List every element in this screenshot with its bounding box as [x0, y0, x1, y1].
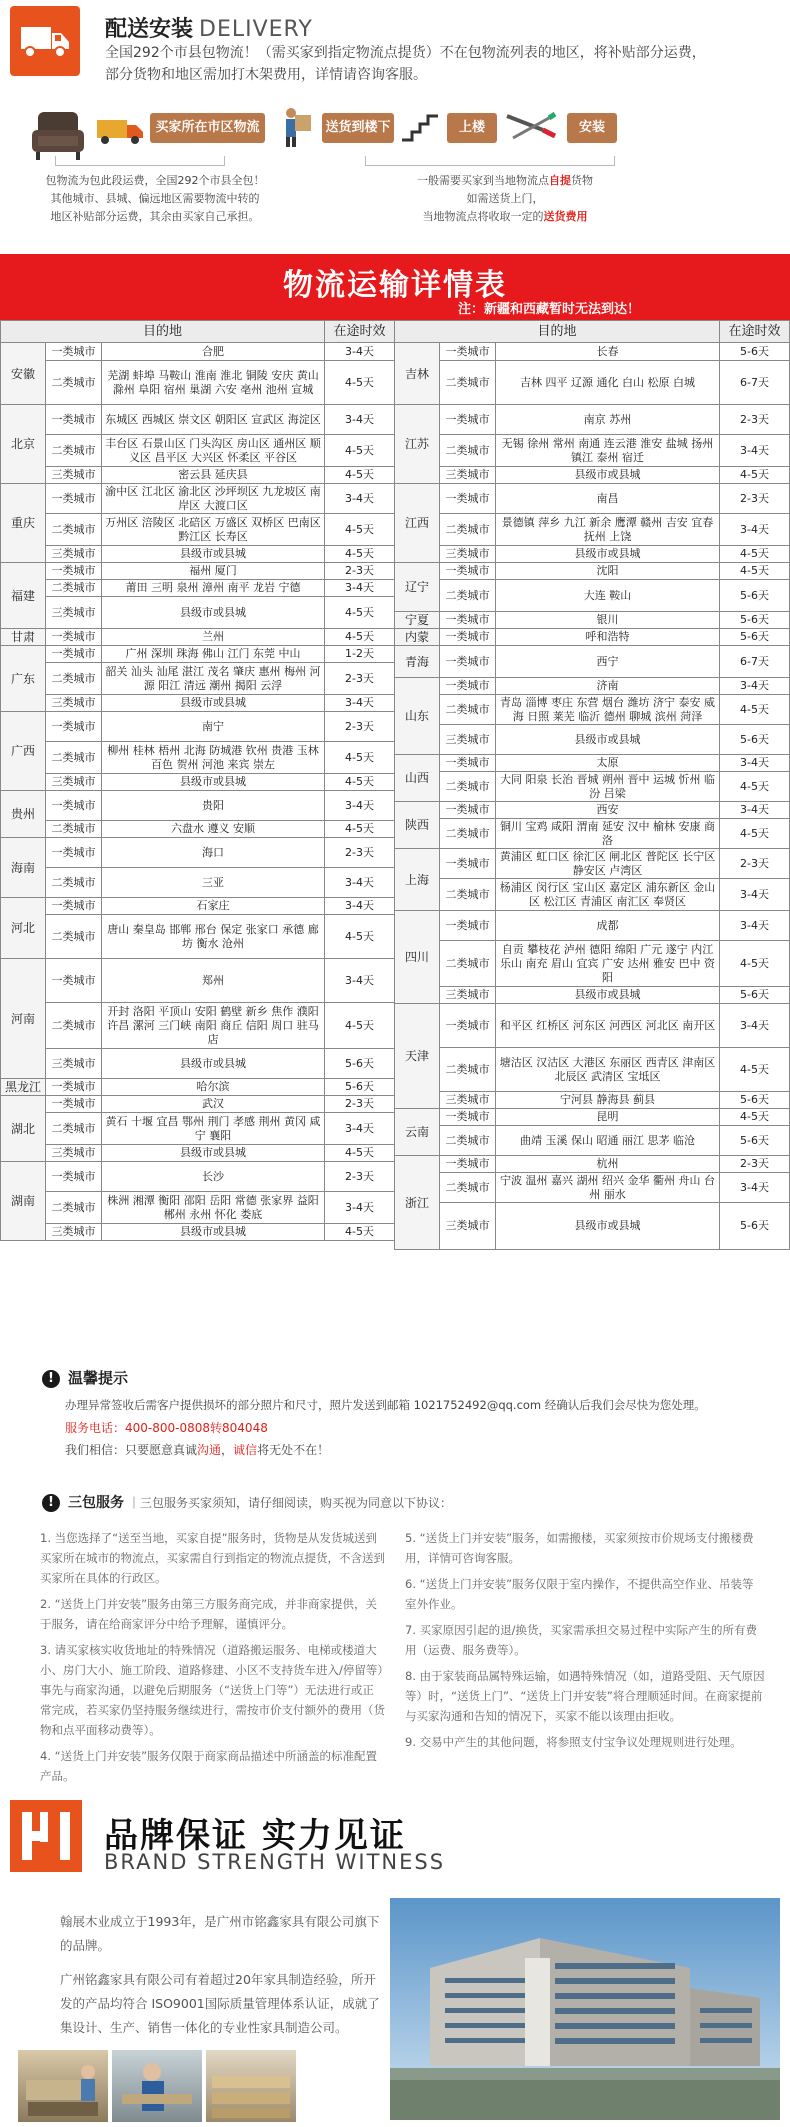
transit-time-cell: 5-6天 — [325, 1049, 395, 1079]
col-time-left: 在途时效 — [325, 321, 395, 343]
province-cell: 福建 — [1, 563, 46, 629]
warranty-left-column — [40, 1528, 385, 1792]
cities-cell: 吉林 四平 辽源 通化 白山 松原 白城 — [496, 361, 720, 405]
transit-time-cell: 4-5天 — [325, 742, 395, 774]
cities-cell: 郑州 — [102, 959, 325, 1003]
transit-time-cell: 3-4天 — [325, 1192, 395, 1224]
logistics-header — [0, 254, 790, 320]
province-cell: 辽宁 — [395, 563, 440, 612]
cities-cell: 银川 — [496, 612, 720, 629]
tier-cell: 一类城市 — [440, 405, 496, 435]
transit-time-cell: 4-5天 — [720, 467, 790, 484]
tips-phone: 服务电话：400-800-0808转804048 — [65, 1421, 268, 1435]
tips-line-1: 办理异常签收后需客户提供损坏的部分照片和尺寸，照片发送到邮箱 1021752492@qq.com 经确认后我们会尽快为您处理。 — [65, 1398, 706, 1412]
province-cell: 云南 — [395, 1109, 440, 1156]
province-cell: 江苏 — [395, 405, 440, 484]
tier-cell: 一类城市 — [46, 1096, 102, 1113]
delivery-title: 配送安装 DELIVERY — [105, 17, 313, 42]
transit-time-cell: 3-4天 — [325, 868, 395, 898]
province-cell: 湖南 — [1, 1162, 46, 1241]
cities-cell: 宁波 温州 嘉兴 湖州 绍兴 金华 衢州 舟山 台州 丽水 — [496, 1173, 720, 1203]
tier-cell: 一类城市 — [46, 484, 102, 514]
tier-cell: 二类城市 — [440, 695, 496, 725]
transit-time-cell: 6-7天 — [720, 646, 790, 678]
warranty-item: 4. “送货上门并安装”服务仅限于商家商品描述中所涵盖的标准配置产品。 — [40, 1749, 378, 1783]
cities-cell: 海口 — [102, 838, 325, 868]
province-cell: 安徽 — [1, 343, 46, 405]
cities-cell: 塘沽区 汉沽区 大港区 东丽区 西青区 津南区 北辰区 武清区 宝坻区 — [496, 1048, 720, 1092]
transit-time-cell: 4-5天 — [325, 821, 395, 838]
warranty-item: 5. “送货上门并安装”服务，如需搬楼，买家须按市价规场支付搬楼费用，详情可咨询客服。 — [405, 1531, 754, 1565]
transit-time-cell: 4-5天 — [325, 546, 395, 563]
transit-time-cell: 4-5天 — [720, 546, 790, 563]
cities-cell: 开封 洛阳 平顶山 安阳 鹤壁 新乡 焦作 濮阳 许昌 漯河 三门峡 南阳 商丘 信阳 周口 驻马店 — [102, 1003, 325, 1049]
tier-cell: 一类城市 — [440, 755, 496, 772]
cities-cell: 福州 厦门 — [102, 563, 325, 580]
cities-cell: 南昌 — [496, 484, 720, 514]
tier-cell: 一类城市 — [440, 911, 496, 941]
cities-cell: 韶关 汕头 汕尾 湛江 茂名 肇庆 惠州 梅州 河源 阳江 清远 潮州 揭阳 云浮 — [102, 663, 325, 695]
tier-cell: 三类城市 — [46, 467, 102, 484]
cities-cell: 渝中区 江北区 渝北区 沙坪坝区 九龙坡区 南岸区 大渡口区 — [102, 484, 325, 514]
tier-cell: 二类城市 — [46, 742, 102, 774]
table-row — [1, 563, 790, 580]
tier-cell: 二类城市 — [46, 868, 102, 898]
cities-cell: 六盘水 遵义 安顺 — [102, 821, 325, 838]
transit-time-cell: 3-4天 — [325, 405, 395, 435]
warranty-item: 8. 由于家装商品属特殊运输，如遇特殊情况（如，道路受阻、天气原因等）时，“送货上门”、“送货上门并安装”将合理顺延时间。在商家提前与买家沟通和告知的情况下，买家不能以该理由拒收。 — [405, 1669, 765, 1723]
cities-cell: 广州 深圳 珠海 佛山 江门 东莞 中山 — [102, 646, 325, 663]
tier-cell: 二类城市 — [46, 1113, 102, 1145]
cities-cell: 莆田 三明 泉州 漳州 南平 龙岩 宁德 — [102, 580, 325, 597]
warranty-right-column — [405, 1528, 765, 1758]
truck-icon — [10, 6, 80, 76]
transit-time-cell: 3-4天 — [325, 484, 395, 514]
tier-cell: 二类城市 — [440, 361, 496, 405]
tier-cell: 二类城市 — [46, 1192, 102, 1224]
tier-cell: 一类城市 — [46, 898, 102, 915]
province-cell: 贵州 — [1, 791, 46, 838]
tier-cell: 三类城市 — [440, 1203, 496, 1250]
province-cell: 北京 — [1, 405, 46, 484]
step-upstairs: 上楼 — [447, 113, 497, 143]
tier-cell: 二类城市 — [440, 879, 496, 911]
transit-time-cell: 2-3天 — [720, 405, 790, 435]
step-install: 安装 — [567, 113, 617, 143]
cities-cell: 南宁 — [102, 712, 325, 742]
cities-cell: 县级市或县城 — [496, 1203, 720, 1250]
cities-cell: 成都 — [496, 911, 720, 941]
tier-cell: 一类城市 — [46, 646, 102, 663]
cities-cell: 合肥 — [102, 343, 325, 361]
cities-cell: 曲靖 玉溪 保山 昭通 丽江 思茅 临沧 — [496, 1126, 720, 1156]
cities-cell: 县级市或县城 — [102, 1145, 325, 1162]
transit-time-cell: 3-4天 — [325, 959, 395, 1003]
transit-time-cell: 4-5天 — [325, 361, 395, 405]
note-right: 一般需要买家到当地物流点自提货物 如需送货上门， 当地物流点将收取一定的送货费用 — [417, 174, 593, 223]
cities-cell: 县级市或县城 — [496, 987, 720, 1004]
warranty-item: 1. 当您选择了“送至当地，买家自提”服务时，货物是从发货城送到买家所在城市的物流点，买家需自行到指定的物流点提货，不含送到买家所在具体的行政区。 — [40, 1531, 385, 1585]
bracket-left — [55, 156, 225, 166]
tier-cell: 一类城市 — [440, 343, 496, 361]
workshop-photo-1 — [18, 2050, 108, 2122]
tier-cell: 一类城市 — [46, 959, 102, 1003]
step-deliver-downstairs: 送货到楼下 — [322, 113, 394, 143]
brand-paragraph-2: 广州铭鑫家具有限公司有着超过20年家具制造经验，所开发的产品均符合 ISO9001国际质量管理体系认证，成就了集设计、生产、销售一体化的专业性家具制造公司。 — [60, 1972, 380, 2035]
transit-time-cell: 5-6天 — [720, 343, 790, 361]
transit-time-cell: 4-5天 — [325, 1224, 395, 1241]
transit-time-cell: 3-4天 — [720, 911, 790, 941]
cities-cell: 株洲 湘潭 衡阳 邵阳 岳阳 常德 张家界 益阳 郴州 永州 怀化 娄底 — [102, 1192, 325, 1224]
tier-cell: 二类城市 — [440, 580, 496, 612]
tier-cell: 一类城市 — [46, 791, 102, 821]
transit-time-cell: 4-5天 — [720, 1048, 790, 1092]
transit-time-cell: 1-2天 — [325, 646, 395, 663]
cities-cell: 县级市或县城 — [496, 725, 720, 755]
tier-cell: 二类城市 — [46, 435, 102, 467]
cities-cell: 柳州 桂林 梧州 北海 防城港 钦州 贵港 玉林 百色 贺州 河池 来宾 崇左 — [102, 742, 325, 774]
tier-cell: 三类城市 — [46, 1224, 102, 1241]
transit-time-cell: 4-5天 — [325, 629, 395, 646]
cities-cell: 武汉 — [102, 1096, 325, 1113]
transit-time-cell: 2-3天 — [325, 563, 395, 580]
tier-cell: 一类城市 — [440, 678, 496, 695]
cities-cell: 铜川 宝鸡 咸阳 渭南 延安 汉中 榆林 安康 商洛 — [496, 819, 720, 849]
table-row — [1, 343, 790, 361]
tier-cell: 二类城市 — [46, 361, 102, 405]
province-cell: 江西 — [395, 484, 440, 563]
transit-time-cell: 5-6天 — [720, 1203, 790, 1250]
tier-cell: 二类城市 — [440, 514, 496, 546]
cities-cell: 昆明 — [496, 1109, 720, 1126]
tier-cell: 二类城市 — [440, 1048, 496, 1092]
tier-cell: 二类城市 — [440, 435, 496, 467]
transit-time-cell: 3-4天 — [325, 898, 395, 915]
cities-cell: 黄石 十堰 宜昌 鄂州 荆门 孝感 荆州 黄冈 咸宁 襄阳 — [102, 1113, 325, 1145]
transit-time-cell: 4-5天 — [325, 597, 395, 629]
table-row — [1, 484, 790, 514]
cities-cell: 县级市或县城 — [102, 774, 325, 791]
cities-cell: 万州区 涪陵区 北碚区 万盛区 双桥区 巴南区 黔江区 长寿区 — [102, 514, 325, 546]
tier-cell: 三类城市 — [440, 1092, 496, 1109]
warranty-title: ! 三包服务 ｜三包服务买家须知，请仔细阅读，购买视为同意以下协议： — [42, 1492, 452, 1512]
warning-icon: ! — [42, 1494, 60, 1512]
cities-cell: 县级市或县城 — [102, 1224, 325, 1241]
logistics-table — [0, 320, 790, 1250]
tier-cell: 三类城市 — [46, 597, 102, 629]
warranty-item: 3. 请买家核实收货地址的特殊情况（道路搬运服务、电梯或楼道大小、房门大小、施工阶段、道路修建、小区不支持货车进入/停留等）事先与商家沟通，以避免后期服务（“送货上门等”）无法进行或正常完成，若买家仍坚持服务继续进行，需按市价支付额外的费用（货物和点平面移动费等）。 — [40, 1643, 385, 1737]
transit-time-cell: 4-5天 — [720, 772, 790, 802]
province-cell: 甘肃 — [1, 629, 46, 646]
transit-time-cell: 2-3天 — [325, 838, 395, 868]
cities-cell: 三亚 — [102, 868, 325, 898]
transit-time-cell: 5-6天 — [720, 1126, 790, 1156]
cities-cell: 济南 — [496, 678, 720, 695]
transit-time-cell: 5-6天 — [720, 629, 790, 646]
transit-time-cell: 4-5天 — [325, 467, 395, 484]
province-cell: 山西 — [395, 755, 440, 802]
bracket-right — [365, 156, 615, 166]
transit-time-cell: 3-4天 — [720, 678, 790, 695]
cities-cell: 县级市或县城 — [102, 1049, 325, 1079]
brand-title: 品牌保证 实力见证 — [104, 1816, 406, 1856]
cities-cell: 杭州 — [496, 1156, 720, 1173]
transit-time-cell: 5-6天 — [720, 987, 790, 1004]
cities-cell: 贵阳 — [102, 791, 325, 821]
province-cell: 广东 — [1, 646, 46, 712]
province-cell: 河南 — [1, 959, 46, 1079]
province-cell: 浙江 — [395, 1156, 440, 1250]
cities-cell: 南京 苏州 — [496, 405, 720, 435]
tier-cell: 一类城市 — [46, 712, 102, 742]
transit-time-cell: 5-6天 — [720, 580, 790, 612]
province-cell: 青海 — [395, 646, 440, 678]
tier-cell: 三类城市 — [46, 1049, 102, 1079]
transit-time-cell: 2-3天 — [720, 484, 790, 514]
brand-paragraph-1: 翰展木业成立于1993年，是广州市铭鑫家具有限公司旗下的品牌。 — [60, 1914, 380, 1953]
province-cell: 重庆 — [1, 484, 46, 563]
tier-cell: 一类城市 — [440, 849, 496, 879]
province-cell: 湖北 — [1, 1096, 46, 1162]
province-cell: 四川 — [395, 911, 440, 1004]
transit-time-cell: 4-5天 — [325, 435, 395, 467]
table-header-row — [1, 321, 790, 343]
cities-cell: 东城区 西城区 崇文区 朝阳区 宣武区 海淀区 — [102, 405, 325, 435]
col-dest-left: 目的地 — [1, 321, 325, 343]
cities-cell: 县级市或县城 — [102, 546, 325, 563]
stairs-icon — [400, 112, 440, 142]
warranty-section — [0, 1492, 790, 1783]
transit-time-cell: 2-3天 — [325, 712, 395, 742]
logistics-title: 物流运输详情表 — [283, 268, 507, 303]
cities-cell: 西宁 — [496, 646, 720, 678]
transit-time-cell: 4-5天 — [720, 1109, 790, 1126]
transit-time-cell: 3-4天 — [325, 580, 395, 597]
cities-cell: 哈尔滨 — [102, 1079, 325, 1096]
tier-cell: 一类城市 — [46, 563, 102, 580]
transit-time-cell: 5-6天 — [720, 612, 790, 629]
tier-cell: 三类城市 — [440, 546, 496, 563]
transit-time-cell: 3-4天 — [720, 514, 790, 546]
step-city-logistics: 买家所在市区物流点 — [150, 113, 265, 143]
cities-cell: 太原 — [496, 755, 720, 772]
transit-time-cell: 4-5天 — [720, 695, 790, 725]
tier-cell: 二类城市 — [46, 915, 102, 959]
tier-cell: 一类城市 — [440, 646, 496, 678]
tier-cell: 三类城市 — [46, 546, 102, 563]
tips-line-3: 我们相信：只要愿意真诚沟通，诚信将无处不在！ — [65, 1443, 330, 1457]
tier-cell: 一类城市 — [440, 629, 496, 646]
province-cell: 陕西 — [395, 802, 440, 849]
transit-time-cell: 3-4天 — [325, 695, 395, 712]
transit-time-cell: 2-3天 — [720, 849, 790, 879]
transit-time-cell: 2-3天 — [720, 1156, 790, 1173]
cities-cell: 西安 — [496, 802, 720, 819]
province-cell: 河北 — [1, 898, 46, 959]
cities-cell: 石家庄 — [102, 898, 325, 915]
transit-time-cell: 3-4天 — [325, 1113, 395, 1145]
transit-time-cell: 4-5天 — [325, 514, 395, 546]
transit-time-cell: 2-3天 — [325, 663, 395, 695]
col-dest-right: 目的地 — [395, 321, 720, 343]
province-cell: 宁夏 — [395, 612, 440, 629]
transit-time-cell: 4-5天 — [720, 819, 790, 849]
tier-cell: 二类城市 — [440, 1126, 496, 1156]
workshop-photo-3 — [206, 2050, 296, 2122]
tier-cell: 一类城市 — [440, 1109, 496, 1126]
province-cell: 广西 — [1, 712, 46, 791]
province-cell: 黑龙江 — [1, 1079, 46, 1096]
cities-cell: 长春 — [496, 343, 720, 361]
truck-small-image — [95, 116, 145, 146]
cities-cell: 县级市或县城 — [102, 597, 325, 629]
brand-title-en: BRAND STRENGTH WITNESS — [104, 1850, 446, 1874]
transit-time-cell: 5-6天 — [720, 1092, 790, 1109]
transit-time-cell: 4-5天 — [720, 563, 790, 580]
col-time-right: 在途时效 — [720, 321, 790, 343]
transit-time-cell: 4-5天 — [325, 774, 395, 791]
transit-time-cell: 2-3天 — [325, 1162, 395, 1192]
cities-cell: 丰台区 石景山区 门头沟区 房山区 通州区 顺义区 昌平区 大兴区 怀柔区 平谷区 — [102, 435, 325, 467]
transit-time-cell: 4-5天 — [325, 1145, 395, 1162]
cities-cell: 无锡 徐州 常州 南通 连云港 淮安 盐城 扬州 镇江 泰州 宿迁 — [496, 435, 720, 467]
porter-image — [275, 105, 317, 149]
cities-cell: 呼和浩特 — [496, 629, 720, 646]
transit-time-cell: 5-6天 — [720, 725, 790, 755]
cities-cell: 兰州 — [102, 629, 325, 646]
tier-cell: 二类城市 — [46, 514, 102, 546]
province-cell: 天津 — [395, 1004, 440, 1109]
warranty-item: 9. 交易中产生的其他问题，将参照支付宝争议处理规则进行处理。 — [405, 1735, 742, 1749]
tier-cell: 一类城市 — [440, 563, 496, 580]
province-cell: 内蒙 — [395, 629, 440, 646]
tier-cell: 三类城市 — [46, 695, 102, 712]
cities-cell: 县级市或县城 — [496, 546, 720, 563]
warning-icon: ! — [42, 1370, 60, 1388]
brand-logo — [10, 1800, 82, 1872]
transit-time-cell: 5-6天 — [325, 1079, 395, 1096]
province-cell: 山东 — [395, 678, 440, 755]
tier-cell: 一类城市 — [46, 405, 102, 435]
tier-cell: 二类城市 — [440, 819, 496, 849]
transit-time-cell: 3-4天 — [325, 343, 395, 361]
table-row — [1, 629, 790, 646]
factory-building-image — [390, 1898, 780, 2120]
province-cell: 海南 — [1, 838, 46, 898]
tools-icon — [503, 108, 559, 144]
tier-cell: 三类城市 — [440, 725, 496, 755]
transit-time-cell: 3-4天 — [720, 1004, 790, 1048]
transit-time-cell: 4-5天 — [325, 915, 395, 959]
transit-time-cell: 3-4天 — [720, 879, 790, 911]
province-cell: 上海 — [395, 849, 440, 911]
tips-title: ! 温馨提示 — [42, 1367, 128, 1388]
transit-time-cell: 3-4天 — [720, 755, 790, 772]
tier-cell: 二类城市 — [46, 580, 102, 597]
tier-cell: 一类城市 — [440, 612, 496, 629]
tier-cell: 一类城市 — [440, 484, 496, 514]
warranty-item: 6. “送货上门并安装”服务仅限于室内操作，不提供高空作业、吊装等室外作业。 — [405, 1577, 754, 1611]
logistics-subtitle: 注：新疆和西藏暂时无法到达！ — [457, 302, 640, 317]
tier-cell: 一类城市 — [440, 1004, 496, 1048]
tier-cell: 二类城市 — [440, 772, 496, 802]
tier-cell: 二类城市 — [440, 1173, 496, 1203]
warranty-item: 7. 买家原因引起的退/换货，买家需承担交易过程中实际产生的所有费用（运费、服务费等）。 — [405, 1623, 757, 1657]
tier-cell: 一类城市 — [440, 802, 496, 819]
tier-cell: 一类城市 — [46, 629, 102, 646]
cities-cell: 杨浦区 闵行区 宝山区 嘉定区 浦东新区 金山区 松江区 青浦区 南汇区 奉贤区 — [496, 879, 720, 911]
workshop-photo-2 — [112, 2050, 202, 2122]
tier-cell: 三类城市 — [46, 774, 102, 791]
tier-cell: 一类城市 — [440, 1156, 496, 1173]
cities-cell: 青岛 淄博 枣庄 东营 烟台 潍坊 济宁 泰安 威海 日照 莱芜 临沂 德州 聊城 滨州 菏泽 — [496, 695, 720, 725]
tier-cell: 二类城市 — [440, 941, 496, 987]
transit-time-cell: 3-4天 — [325, 791, 395, 821]
table-row — [1, 405, 790, 435]
delivery-section — [0, 0, 790, 250]
transit-time-cell: 4-5天 — [325, 1003, 395, 1049]
transit-time-cell: 4-5天 — [720, 941, 790, 987]
cities-cell: 密云县 延庆县 — [102, 467, 325, 484]
cities-cell: 自贡 攀枝花 泸州 德阳 绵阳 广元 遂宁 内江 乐山 南充 眉山 宜宾 广安 达州 雅安 巴中 资阳 — [496, 941, 720, 987]
cities-cell: 大同 阳泉 长治 晋城 朔州 晋中 运城 忻州 临汾 吕梁 — [496, 772, 720, 802]
transit-time-cell: 3-4天 — [720, 435, 790, 467]
tier-cell: 二类城市 — [46, 1003, 102, 1049]
transit-time-cell: 2-3天 — [325, 1096, 395, 1113]
cities-cell: 芜湖 蚌埠 马鞍山 淮南 淮北 铜陵 安庆 黄山 滁州 阜阳 宿州 巢湖 六安 亳州 池州 宣城 — [102, 361, 325, 405]
tier-cell: 一类城市 — [46, 838, 102, 868]
tier-cell: 三类城市 — [46, 1145, 102, 1162]
cities-cell: 唐山 秦皇岛 邯郸 邢台 保定 张家口 承德 廊坊 衡水 沧州 — [102, 915, 325, 959]
warranty-item: 2. “送货上门并安装”服务由第三方服务商完成，并非商家提供，关于服务，请在给商家评分中给予理解，谨慎评分。 — [40, 1597, 378, 1631]
cities-cell: 宁河县 静海县 蓟县 — [496, 1092, 720, 1109]
tier-cell: 二类城市 — [46, 663, 102, 695]
cities-cell: 县级市或县城 — [496, 467, 720, 484]
table-row — [1, 646, 790, 663]
cities-cell: 县级市或县城 — [102, 695, 325, 712]
tier-cell: 一类城市 — [46, 343, 102, 361]
delivery-intro: 全国292个市县包物流！（需买家到指定物流点提货）不在包物流列表的地区，将补贴部分运费， 部分货物和地区需加打木架费用，详情请咨询客服。 — [105, 45, 706, 83]
tier-cell: 一类城市 — [46, 1162, 102, 1192]
cities-cell: 沈阳 — [496, 563, 720, 580]
cities-cell: 和平区 红桥区 河东区 河西区 河北区 南开区 — [496, 1004, 720, 1048]
transit-time-cell: 6-7天 — [720, 361, 790, 405]
transit-time-cell: 3-4天 — [720, 802, 790, 819]
tier-cell: 一类城市 — [46, 1079, 102, 1096]
cities-cell: 大连 鞍山 — [496, 580, 720, 612]
tier-cell: 二类城市 — [46, 821, 102, 838]
cities-cell: 长沙 — [102, 1162, 325, 1192]
cities-cell: 黄浦区 虹口区 徐汇区 闸北区 普陀区 长宁区 静安区 卢湾区 — [496, 849, 720, 879]
tier-cell: 三类城市 — [440, 987, 496, 1004]
tier-cell: 三类城市 — [440, 467, 496, 484]
transit-time-cell: 3-4天 — [720, 1173, 790, 1203]
province-cell: 吉林 — [395, 343, 440, 405]
note-left: 包物流为包此段运费，全国292个市县全包！ 其他城市、县城、偏远地区需要物流中转的 地区补贴部分运费，其余由买家自己承担。 — [45, 174, 265, 223]
cities-cell: 景德镇 萍乡 九江 新余 鹰潭 赣州 吉安 宜春 抚州 上饶 — [496, 514, 720, 546]
